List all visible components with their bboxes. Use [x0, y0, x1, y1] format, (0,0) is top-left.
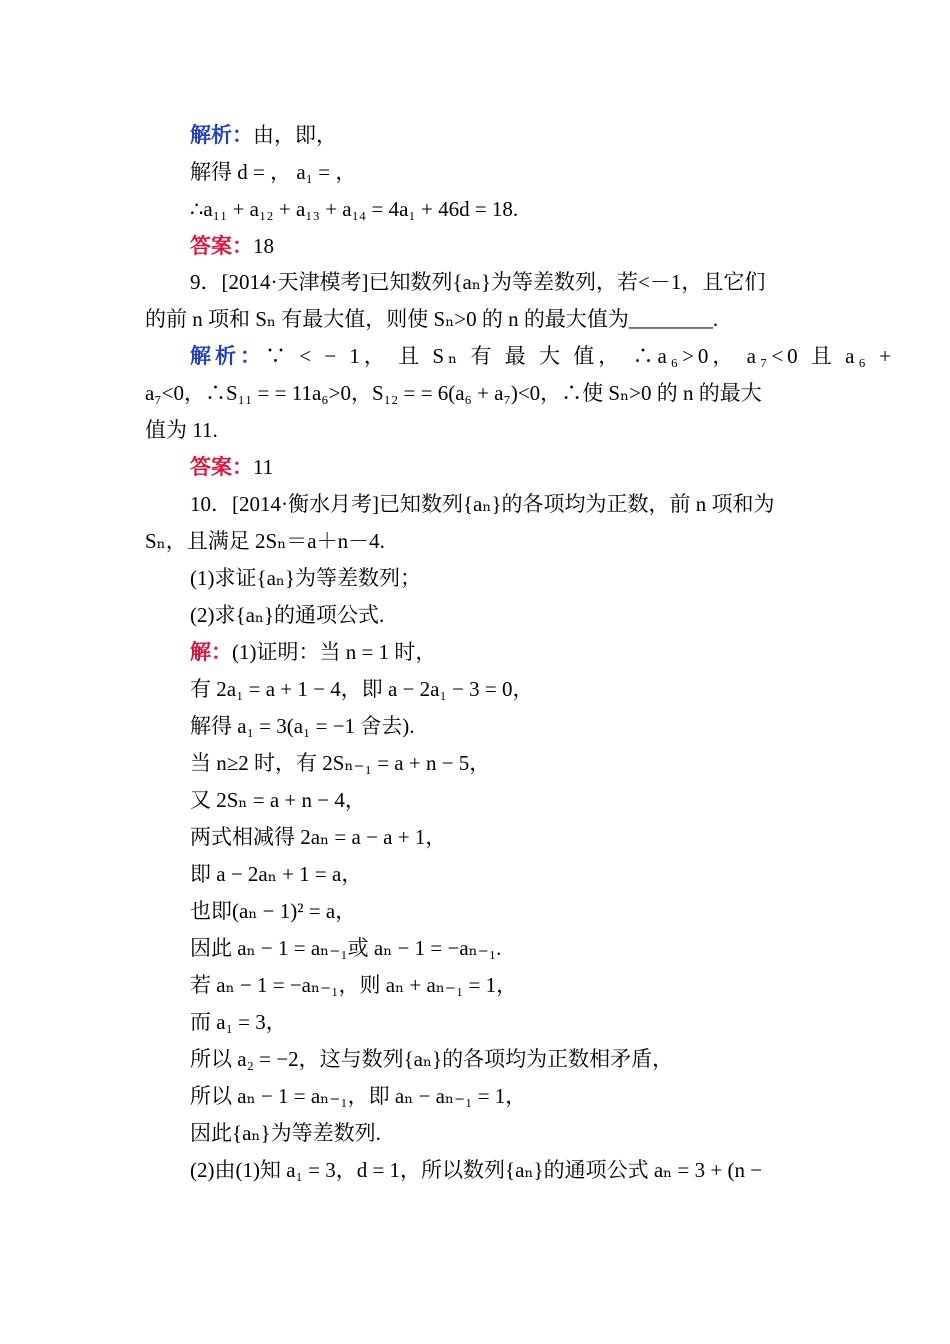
text-line: 两式相减得 2aₙ = a − a + 1，: [190, 825, 447, 849]
label-daan: 答案：: [190, 455, 253, 479]
text-line: 因此{aₙ}为等差数列.: [190, 1121, 381, 1145]
label-jie: 解：: [190, 640, 232, 664]
text-line: a₇<0，∴S₁₁ = = 11a₆>0，S₁₂ = = 6(a₆ + a₇)<0，∴使 Sₙ>0 的 n 的最大: [145, 381, 762, 405]
text-line: 解析：∵ < − 1， 且 Sₙ 有 最 大 值， ∴a₆>0， a₇<0 且 a₆ +: [190, 344, 895, 368]
text-line: Sₙ，且满足 2Sₙ＝a＋n－4.: [145, 529, 385, 553]
text-line: 所以 aₙ − 1 = aₙ₋₁，即 aₙ − aₙ₋₁ = 1，: [190, 1084, 527, 1108]
label-jiexi: 解析：: [190, 123, 253, 147]
question-9-line: 9．[2014·天津模考]已知数列{aₙ}为等差数列，若<－1，且它们: [190, 270, 766, 294]
text-line: 解得 a₁ = 3(a₁ = −1 舍去).: [190, 714, 415, 738]
text-line: 若 aₙ − 1 = −aₙ₋₁，则 aₙ + aₙ₋₁ = 1，: [190, 973, 518, 997]
text-line: (2)由(1)知 a₁ = 3，d = 1，所以数列{aₙ}的通项公式 aₙ = 3 + (n −: [190, 1158, 763, 1182]
label-jiexi: 解析：: [190, 344, 265, 368]
text-line: 的前 n 项和 Sₙ 有最大值，则使 Sₙ>0 的 n 的最大值为________.: [145, 307, 719, 331]
text-line: 又 2Sₙ = a + n − 4，: [190, 788, 366, 812]
text-line: (2)求{aₙ}的通项公式.: [190, 603, 385, 627]
text-line: 也即(aₙ − 1)² = a，: [190, 899, 357, 923]
text-line: 解：(1)证明：当 n = 1 时，: [190, 640, 437, 664]
text-line: (1)求证{aₙ}为等差数列；: [190, 566, 422, 590]
text-line: ∴a₁₁ + a₁₂ + a₁₃ + a₁₄ = 4a₁ + 46d = 18.: [190, 197, 519, 221]
text-line: 而 a₁ = 3，: [190, 1010, 287, 1034]
text-line: 当 n≥2 时，有 2Sₙ₋₁ = a + n − 5，: [190, 751, 491, 775]
text-line: 所以 a₂ = −2，这与数列{aₙ}的各项均为正数相矛盾，: [190, 1047, 674, 1071]
text-line: 有 2a₁ = a + 1 − 4，即 a − 2a₁ − 3 = 0，: [190, 677, 534, 701]
text-line: 答案：11: [190, 455, 274, 479]
text-line: 解析：由，即，: [190, 123, 337, 147]
text-line: 解得 d = ， a₁ = ，: [190, 160, 357, 184]
text-line: 答案：18: [190, 234, 274, 258]
text-line: 即 a − 2aₙ + 1 = a，: [190, 862, 363, 886]
question-10-line: 10．[2014·衡水月考]已知数列{aₙ}的各项均为正数，前 n 项和为: [190, 492, 775, 516]
label-daan: 答案：: [190, 234, 253, 258]
text-line: 值为 11.: [145, 418, 218, 442]
text-line: 因此 aₙ − 1 = aₙ₋₁或 aₙ − 1 = −aₙ₋₁.: [190, 936, 502, 960]
